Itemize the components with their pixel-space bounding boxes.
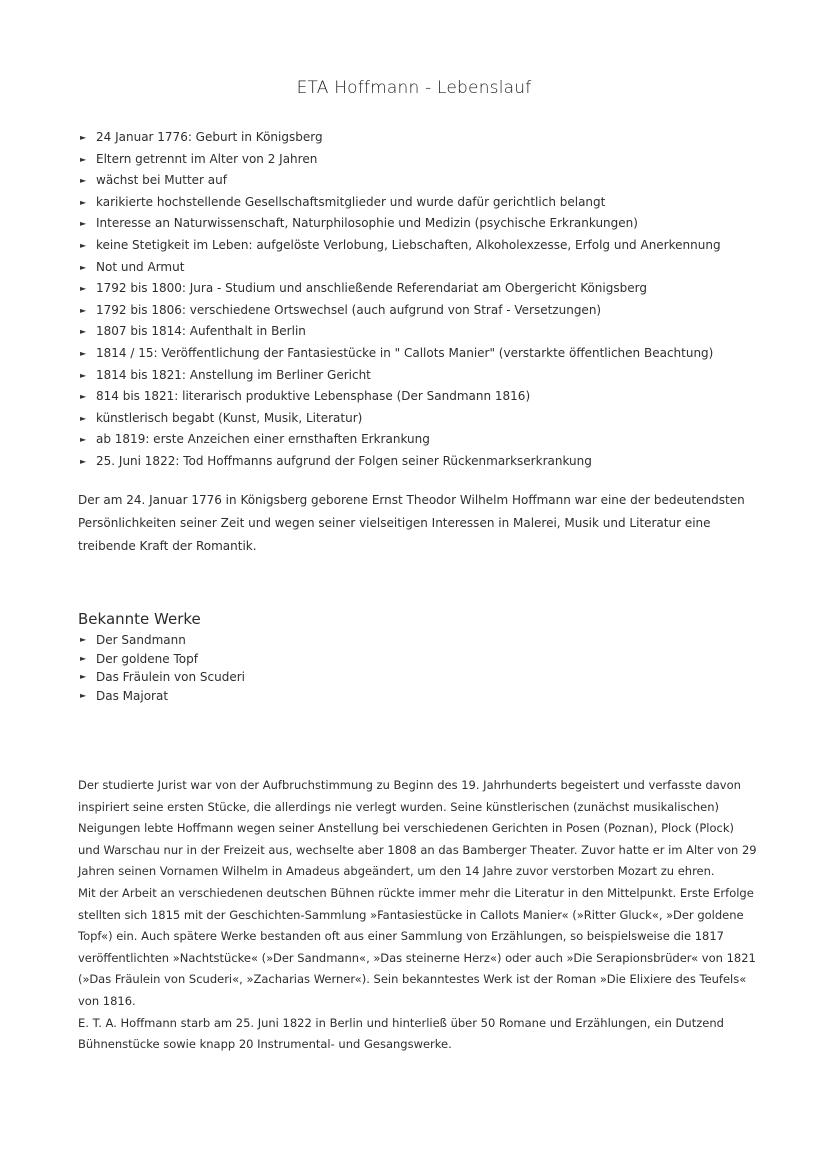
triangle-bullet-icon: ► (80, 456, 87, 466)
triangle-bullet-icon: ► (80, 327, 87, 337)
timeline-item: ► künstlerisch begabt (Kunst, Musik, Literatur) (78, 408, 778, 430)
timeline-item: ► 1814 bis 1821: Anstellung im Berliner Gericht (78, 365, 778, 387)
triangle-bullet-icon: ► (80, 154, 87, 164)
works-list (78, 631, 245, 705)
timeline-item: ► ab 1819: erste Anzeichen einer ernsthaften Erkrankung (78, 429, 778, 451)
biography-text (78, 775, 758, 1056)
triangle-bullet-icon: ► (80, 133, 87, 142)
triangle-bullet-icon: ► (80, 370, 87, 380)
timeline-item: ► wächst bei Mutter auf (78, 170, 778, 192)
triangle-bullet-icon: ► (80, 435, 87, 445)
timeline-item: ► karikierte hochstellende Gesellschaftsmitglieder und wurde dafür gerichtlich belangt (78, 192, 778, 214)
timeline-item: ► 25. Juni 1822: Tod Hoffmanns aufgrund der Folgen seiner Rückenmarkserkrankung (78, 451, 778, 473)
intro-paragraph: Der am 24. Januar 1776 in Königsberg geborene Ernst Theodor Wilhelm Hoffmann war eine der bedeutendsten Persönlichkeiten seiner Zeit und wegen seiner vielseitigen Interessen in Malerei, Musik und Literatur eine treibende Kraft der Romantik. (78, 493, 745, 553)
timeline-item: ► 1807 bis 1814: Aufenthalt in Berlin (78, 321, 778, 343)
work-item: ► Das Majorat (78, 687, 245, 706)
triangle-bullet-icon: ► (80, 262, 87, 272)
triangle-bullet-icon: ► (80, 176, 87, 186)
triangle-bullet-icon: ► (80, 690, 87, 700)
triangle-bullet-icon: ► (80, 197, 87, 207)
timeline-item: ► 1814 / 15: Veröffentlichung der Fantasiestücke in " Callots Manier" (verstarkte öffentlichen Beachtung) (78, 343, 778, 365)
works-heading: Bekannte Werke (78, 610, 201, 628)
triangle-bullet-icon: ► (80, 284, 87, 294)
timeline-item: ► Not und Armut (78, 257, 778, 279)
biography-paragraph: E. T. A. Hoffmann starb am 25. Juni 1822 in Berlin und hinterließ über 50 Romane und Erzählungen, ein Dutzend Bühnenstücke sowie knapp 20 Instrumental- und Gesangswerke. (78, 1015, 724, 1052)
triangle-bullet-icon: ► (80, 240, 87, 250)
triangle-bullet-icon: ► (80, 392, 87, 402)
triangle-bullet-icon: ► (80, 413, 87, 423)
timeline-item: ► 1792 bis 1800: Jura - Studium und anschließende Referendariat am Obergericht Königsberg (78, 278, 778, 300)
work-item: ► Der Sandmann (78, 631, 245, 650)
timeline-list (78, 127, 778, 473)
timeline-item: ► Interesse an Naturwissenschaft, Naturphilosophie und Medizin (psychische Erkrankungen) (78, 213, 778, 235)
biography-paragraph: Der studierte Jurist war von der Aufbruchstimmung zu Beginn des 19. Jahrhunderts begeistert und verfasste davon inspiriert seine ersten Stücke, die allerdings nie verlegt wurden. Seine künstlerischen (zunächst musikalischen) Neigungen lebte Hoffmann wegen seiner Anstellung bei verschiedenen Gerichten in Posen (Poznan), Plock (Plock) und Warschau nur in der Freizeit aus, wechselte aber 1808 an das Bamberger Theater. Zuvor hatte er im Alter von 29 Jahren seinen Vornamen Wilhelm in Amadeus abgeändert, um den 14 Jahre zuvor verstorben Mozart zu ehren. (78, 778, 757, 879)
timeline-item: ► Eltern getrennt im Alter von 2 Jahren (78, 149, 778, 171)
biography-paragraph: Mit der Arbeit an verschiedenen deutschen Bühnen rückte immer mehr die Literatur in den Mittelpunkt. Erste Erfolge stellten sich 1815 mit der Geschichten-Sammlung »Fantasiestücke in Callots Manier« (»Ritter Gluck«, »Der goldene Topf«) ein. Auch spätere Werke bestanden oft aus einer Sammlung von Erzählungen, so beispielsweise die 1817 veröffentlichten »Nachtstücke« (»Der Sandmann«, »Das steinerne Herz«) oder auch »Die Serapionsbrüder« von 1821 (»Das Fräulein von Scuderi«, »Zacharias Werner«). Sein bekanntestes Werk ist der Roman »Die Elixiere des Teufels« von 1816. (78, 885, 756, 1008)
document-title: ETA Hoffmann - Lebenslauf (296, 78, 532, 98)
timeline-item: ► 814 bis 1821: literarisch produktive Lebensphase (Der Sandmann 1816) (78, 386, 778, 408)
work-item: ► Das Fräulein von Scuderi (78, 668, 245, 687)
timeline-item: ► 24 Januar 1776: Geburt in Königsberg (78, 127, 778, 149)
timeline-item: ► 1792 bis 1806: verschiedene Ortswechsel (auch aufgrund von Straf - Versetzungen) (78, 300, 778, 322)
triangle-bullet-icon: ► (80, 635, 87, 644)
work-item: ► Der goldene Topf (78, 650, 245, 669)
triangle-bullet-icon: ► (80, 653, 87, 663)
triangle-bullet-icon: ► (80, 348, 87, 358)
triangle-bullet-icon: ► (80, 672, 87, 681)
triangle-bullet-icon: ► (80, 219, 87, 229)
timeline-item: ► keine Stetigkeit im Leben: aufgelöste Verlobung, Liebschaften, Alkoholexzesse, Erfolg und Anerkennung (78, 235, 778, 257)
triangle-bullet-icon: ► (80, 305, 87, 315)
